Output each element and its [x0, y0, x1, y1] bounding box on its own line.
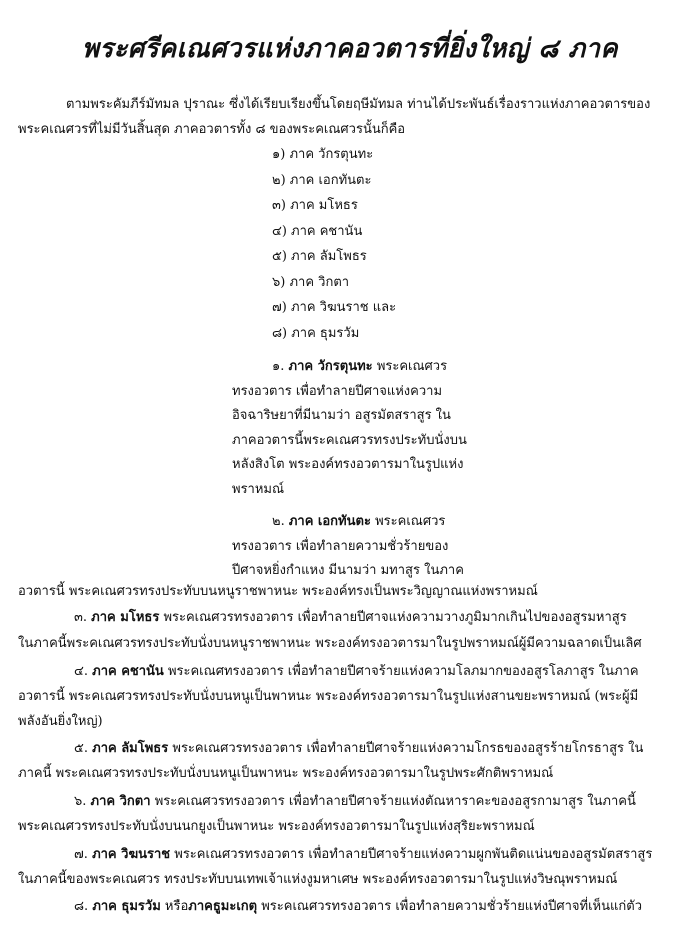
- section-6-line-2: พระคเณศวรทรงประทับนั่งบนนกยูงเป็นพาหนะ พระองค์ทรงอวตารมาในรูปแห่งสุริยะพราหมณ์: [18, 819, 535, 834]
- section-text: พระคเณศวรทรงอวตาร เพื่อทำลายปีศาจร้ายแห่งความโกรธของอสูรร้ายโกรธาสูร ใน: [172, 741, 644, 756]
- intro-line-1: ตามพระคัมภีร์มัทมล ปุราณะ ซึ่งได้เรียบเรียงขึ้นโดยฤษีมัทมล ท่านได้ประพันธ์เรื่องราวแห่งภาคอวตารของ: [66, 97, 651, 112]
- section-number: ๕.: [74, 741, 88, 756]
- section-text: พระคเณศทรงอวตาร เพื่อทำลายปีศาจร้ายแห่งความโลภมากของอสูรโลภาสูร ในภาค: [167, 664, 639, 679]
- list-item: ๗) ภาค วิฆนราช และ: [272, 300, 397, 315]
- intro-line-2: พระคเณศวรที่ไม่มีวันสิ้นสุด ภาคอวตารทั้ง ๘ ของพระคเณศวรนั้นก็คือ: [18, 122, 406, 137]
- section-heading-line: [232, 510, 464, 535]
- section-4-heading-line: [74, 660, 639, 681]
- list-item: ๖) ภาค วิกตา: [272, 274, 350, 290]
- section-1: [232, 355, 467, 502]
- section-number: ๔.: [74, 664, 88, 679]
- section-2: [232, 510, 464, 584]
- section-2-full-line: อวตารนี้ พระคเณศวรทรงประทับบนหนูราชพาหนะ พระองค์ทรงเป็นพระวิญญาณแห่งพราหมณ์: [18, 584, 538, 599]
- section-text: ปีศาจหยิ่งกำแหง มีนามว่า มทาสูร ในภาค: [232, 563, 464, 578]
- section-text: พระคเณศวร: [375, 514, 446, 529]
- section-name: ภาค ลัมโพธร: [92, 741, 169, 756]
- section-6-heading-line: [74, 790, 636, 811]
- section-name: ภาค เอกทันตะ: [288, 514, 371, 529]
- section-name: ภาค ธุมรวัม: [92, 899, 161, 914]
- section-text: พระคเณศวรทรงอวตาร เพื่อทำลายปีศาจร้ายแห่งความผูกพันติดแน่นของอสูรมัตสราสูร: [174, 847, 653, 862]
- list-item: ๑) ภาค วักรตุนทะ: [272, 147, 374, 162]
- section-3-heading-line: [74, 606, 627, 627]
- list-item: ๒) ภาค เอกทันตะ: [272, 172, 372, 188]
- list-item: ๕) ภาค ลัมโพธร: [272, 249, 367, 264]
- section-text: พระคเณศวร: [376, 359, 448, 374]
- section-text: หรือ: [164, 899, 189, 914]
- section-name: ภาค วิฆนราช: [92, 847, 171, 862]
- section-4-line-3: พลังอันยิ่งใหญ่): [18, 714, 103, 729]
- section-text: ทรงอวตาร เพื่อทำลายปีศาจแห่งความ: [232, 383, 443, 399]
- section-heading-line: [232, 355, 467, 380]
- avatar-list: [272, 142, 396, 346]
- section-number: ๗.: [74, 847, 88, 862]
- section-number: ๑.: [272, 359, 285, 374]
- section-text: พราหมณ์: [232, 481, 285, 497]
- section-number: ๖.: [74, 794, 87, 809]
- section-3-line-2: ในภาคนี้พระคเณศวรทรงประทับนั่งบนหนูราชพาหนะ พระองค์ทรงอวตารมาในรูปพราหมณ์ผู้มีความฉลาดเป็นเลิศ: [18, 636, 642, 651]
- section-name: ภาค คชานัน: [92, 664, 164, 679]
- section-text: พระคเณศวรทรงอวตาร เพื่อทำลายความชั่วร้ายแห่งปีศาจที่เห็นแก่ตัว: [261, 899, 642, 914]
- section-7-line-2: ในภาคนี้ของพระคเณศวร ทรงประทับบนเทพเจ้าแห่งงูมหาเศษ พระองค์ทรงอวตารมาในรูปแห่งวิษณุพราหมณ์: [18, 872, 618, 887]
- section-alt-name: ภาคธูมะเกตุ: [188, 899, 258, 914]
- page-title: พระศรีคเณศวรแห่งภาคอวตารที่ยิ่งใหญ่ ๘ ภาค: [82, 34, 618, 64]
- section-text: หลังสิงโต พระองค์ทรงอวตารมาในรูปแห่ง: [232, 457, 464, 472]
- section-5-line-2: ภาคนี้ พระคเณศวรทรงประทับนั่งบนหนูเป็นพาหนะ พระองค์ทรงอวตารมาในรูปพระศักติพราหมณ์: [18, 766, 554, 781]
- section-text: ภาคอวตารนี้พระคเณศวรทรงประทับนั่งบน: [232, 432, 467, 448]
- section-name: ภาค วักรตุนทะ: [288, 359, 373, 374]
- section-7-heading-line: [74, 843, 652, 864]
- section-text: ทรงอวตาร เพื่อทำลายความชั่วร้ายของ: [232, 538, 449, 554]
- section-name: ภาค มโหธร: [91, 610, 160, 625]
- section-number: ๓.: [74, 610, 88, 625]
- section-number: ๒.: [272, 514, 285, 529]
- section-8-heading-line: [74, 895, 642, 916]
- section-number: ๘.: [74, 899, 89, 914]
- list-item: ๘) ภาค ธุมรวัม: [272, 325, 360, 341]
- list-item: ๓) ภาค มโหธร: [272, 198, 358, 213]
- section-text: อิจฉาริษยาที่มีนามว่า อสูรมัตสราสูร ใน: [232, 408, 451, 423]
- section-text: พระคเณศวรทรงอวตาร เพื่อทำลายปีศาจแห่งความวางภูมิมากเกินไปของอสูรมหาสูร: [163, 610, 627, 625]
- section-name: ภาค วิกตา: [90, 794, 151, 809]
- section-4-line-2: อวตารนี้ พระคเณศวรทรงประทับนั่งบนหนูเป็นพาหนะ พระองค์ทรงอวตารมาในรูปแห่งสานขยะพราหมณ์ (พระผู้มี: [18, 689, 639, 704]
- list-item: ๔) ภาค คชานัน: [272, 223, 363, 239]
- section-text: พระคเณศวรทรงอวตาร เพื่อทำลายปีศาจร้ายแห่งตัณหาราคะของอสูรกามาสูร ในภาคนี้: [154, 794, 636, 809]
- section-5-heading-line: [74, 737, 643, 758]
